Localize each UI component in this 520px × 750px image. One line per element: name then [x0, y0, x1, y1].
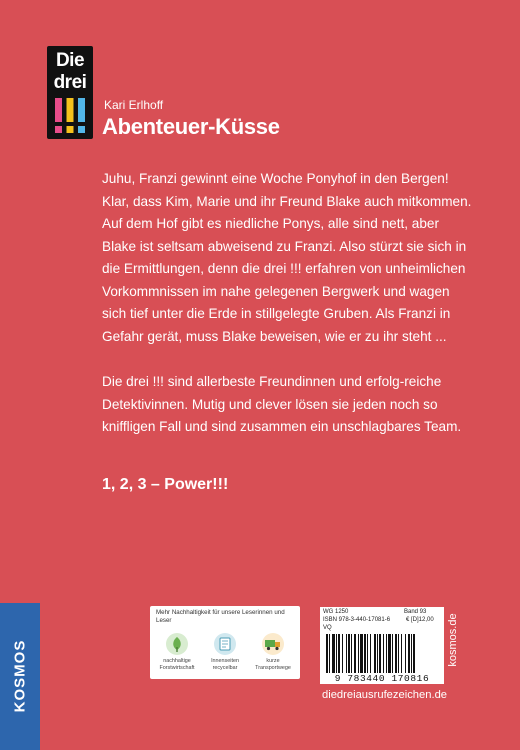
exclamation-marks-icon — [53, 98, 87, 134]
truck-icon — [262, 633, 284, 655]
publisher-spine — [0, 603, 40, 750]
barcode-icon — [324, 634, 440, 673]
recycle-icon — [214, 633, 236, 655]
tree-icon — [166, 633, 188, 655]
sustainability-box — [150, 606, 300, 679]
publisher-website[interactable]: kosmos.de — [447, 613, 459, 667]
logo-line-2: drei — [53, 72, 87, 93]
series-description: Die drei !!! sind allerbeste Freundinnen und erfolg-reiche Detektivinnen. Mutig und clever lösen sie jeden noch so kniffligen Fall und sind zusammen ein unschlagbares Team. — [102, 374, 462, 434]
eco-label: Innenseiten recycelbar — [211, 658, 239, 671]
sustainability-heading: Mehr Nachhaltigkeit für unsere Leserinnen und Leser — [156, 609, 285, 624]
price: € [D]12,00 — [406, 617, 434, 623]
isbn: ISBN 978-3-440-17081-6 — [323, 617, 391, 623]
series-logo — [47, 46, 93, 139]
eco-item-recycle — [202, 633, 248, 671]
eco-item-forestry — [154, 633, 200, 671]
eco-label: kurze Transportwege — [255, 658, 291, 671]
publisher-logo: KOSMOS — [11, 639, 29, 713]
wg-code: WG 1250 — [323, 609, 349, 615]
eco-item-transport — [250, 633, 296, 671]
series-website[interactable]: diedreiausrufezeichen.de — [322, 689, 448, 701]
logo-line-1: Die — [55, 50, 85, 71]
slogan: 1, 2, 3 – Power!!! — [102, 476, 229, 493]
eco-label: nachhaltige Forstwirtschaft — [159, 658, 195, 671]
band-number: Band 93 — [404, 609, 427, 615]
book-title: Abenteuer-Küsse — [102, 114, 280, 139]
author-name: Kari Erlhoff — [104, 98, 164, 112]
blurb-paragraph: Juhu, Franzi gewinnt eine Woche Ponyhof in den Bergen! Klar, dass Kim, Marie und ihr Freund Blake auch mitkommen. Auf dem Hof gibt es niedliche Ponys, alle sind nett, aber Blake ist seltsam abweisend zu Franzi. Also stürzt sie sich in die Ermittlungen, denn die drei !!! erfahren von unheimlichen Vorkommnissen im nahe gelegenen Bergwerk und wagen sich tief unter die Erde in stillgelegte Gruben. Als Franzi in Gefahr gerät, muss Blake beweisen, wie er zu ihr steht ... — [102, 171, 472, 344]
barcode-label — [320, 607, 444, 684]
vq-code: VQ — [323, 625, 332, 631]
barcode-digits: 9 783440 170816 — [334, 673, 430, 684]
